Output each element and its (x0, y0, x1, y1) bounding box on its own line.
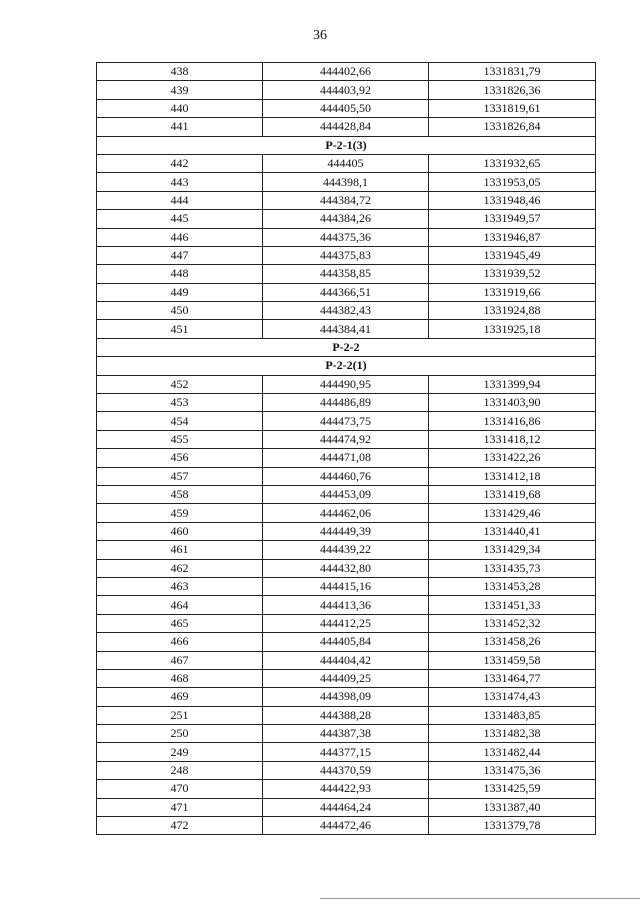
table-row (97, 246, 596, 264)
table-row (97, 99, 596, 117)
y-coordinate-cell: 1331403,90 (429, 394, 596, 412)
x-coordinate-cell: 444432,80 (263, 559, 429, 577)
table-row (97, 651, 596, 669)
table-row (97, 412, 596, 430)
y-coordinate-cell: 1331387,40 (429, 798, 596, 816)
x-coordinate-cell: 444377,15 (263, 743, 429, 761)
table-row (97, 283, 596, 301)
x-coordinate-cell: 444422,93 (263, 780, 429, 798)
point-number-cell: 469 (97, 688, 263, 706)
table-row (97, 191, 596, 209)
y-coordinate-cell: 1331453,28 (429, 577, 596, 595)
point-number-cell: 446 (97, 228, 263, 246)
y-coordinate-cell: 1331458,26 (429, 633, 596, 651)
y-coordinate-cell: 1331831,79 (429, 63, 596, 81)
y-coordinate-cell: 1331474,43 (429, 688, 596, 706)
section-header-row (97, 357, 596, 375)
table-row (97, 81, 596, 99)
x-coordinate-cell: 444472,46 (263, 817, 429, 835)
table-row (97, 265, 596, 283)
point-number-cell: 448 (97, 265, 263, 283)
point-number-cell: 449 (97, 283, 263, 301)
point-number-cell: 464 (97, 596, 263, 614)
coordinates-table-body (97, 63, 596, 835)
y-coordinate-cell: 1331452,32 (429, 614, 596, 632)
table-row (97, 817, 596, 835)
x-coordinate-cell: 444460,76 (263, 467, 429, 485)
table-row (97, 63, 596, 81)
y-coordinate-cell: 1331440,41 (429, 522, 596, 540)
y-coordinate-cell: 1331826,84 (429, 118, 596, 136)
section-label: Р-2-2 (97, 338, 596, 356)
section-header-row (97, 136, 596, 154)
table-row (97, 228, 596, 246)
table-row (97, 798, 596, 816)
x-coordinate-cell: 444382,43 (263, 302, 429, 320)
section-header-row (97, 338, 596, 356)
y-coordinate-cell: 1331399,94 (429, 375, 596, 393)
table-row (97, 669, 596, 687)
table-row (97, 485, 596, 503)
point-number-cell: 439 (97, 81, 263, 99)
y-coordinate-cell: 1331475,36 (429, 761, 596, 779)
x-coordinate-cell: 444453,09 (263, 485, 429, 503)
point-number-cell: 467 (97, 651, 263, 669)
y-coordinate-cell: 1331925,18 (429, 320, 596, 338)
table-row (97, 449, 596, 467)
section-label: Р-2-2(1) (97, 357, 596, 375)
table-row (97, 210, 596, 228)
point-number-cell: 455 (97, 430, 263, 448)
x-coordinate-cell: 444387,38 (263, 725, 429, 743)
point-number-cell: 466 (97, 633, 263, 651)
y-coordinate-cell: 1331953,05 (429, 173, 596, 191)
y-coordinate-cell: 1331939,52 (429, 265, 596, 283)
x-coordinate-cell: 444449,39 (263, 522, 429, 540)
point-number-cell: 451 (97, 320, 263, 338)
x-coordinate-cell: 444398,09 (263, 688, 429, 706)
x-coordinate-cell: 444471,08 (263, 449, 429, 467)
y-coordinate-cell: 1331924,88 (429, 302, 596, 320)
table-row (97, 541, 596, 559)
point-number-cell: 472 (97, 817, 263, 835)
y-coordinate-cell: 1331435,73 (429, 559, 596, 577)
point-number-cell: 442 (97, 154, 263, 172)
y-coordinate-cell: 1331483,85 (429, 706, 596, 724)
y-coordinate-cell: 1331948,46 (429, 191, 596, 209)
table-row (97, 173, 596, 191)
x-coordinate-cell: 444405 (263, 154, 429, 172)
table-row (97, 559, 596, 577)
section-label: Р-2-1(3) (97, 136, 596, 154)
table-row (97, 596, 596, 614)
point-number-cell: 447 (97, 246, 263, 264)
y-coordinate-cell: 1331919,66 (429, 283, 596, 301)
point-number-cell: 458 (97, 485, 263, 503)
point-number-cell: 456 (97, 449, 263, 467)
page-number: 36 (313, 28, 327, 43)
table-row (97, 154, 596, 172)
point-number-cell: 249 (97, 743, 263, 761)
table-row (97, 780, 596, 798)
x-coordinate-cell: 444384,72 (263, 191, 429, 209)
point-number-cell: 251 (97, 706, 263, 724)
point-number-cell: 471 (97, 798, 263, 816)
x-coordinate-cell: 444413,36 (263, 596, 429, 614)
x-coordinate-cell: 444412,25 (263, 614, 429, 632)
point-number-cell: 250 (97, 725, 263, 743)
x-coordinate-cell: 444398,1 (263, 173, 429, 191)
x-coordinate-cell: 444384,26 (263, 210, 429, 228)
x-coordinate-cell: 444486,89 (263, 394, 429, 412)
table-row (97, 725, 596, 743)
point-number-cell: 452 (97, 375, 263, 393)
y-coordinate-cell: 1331379,78 (429, 817, 596, 835)
x-coordinate-cell: 444415,16 (263, 577, 429, 595)
y-coordinate-cell: 1331932,65 (429, 154, 596, 172)
point-number-cell: 462 (97, 559, 263, 577)
point-number-cell: 468 (97, 669, 263, 687)
point-number-cell: 460 (97, 522, 263, 540)
point-number-cell: 463 (97, 577, 263, 595)
x-coordinate-cell: 444402,66 (263, 63, 429, 81)
table-row (97, 375, 596, 393)
table-row (97, 688, 596, 706)
point-number-cell: 465 (97, 614, 263, 632)
x-coordinate-cell: 444388,28 (263, 706, 429, 724)
y-coordinate-cell: 1331826,36 (429, 81, 596, 99)
y-coordinate-cell: 1331482,44 (429, 743, 596, 761)
x-coordinate-cell: 444405,84 (263, 633, 429, 651)
table-row (97, 577, 596, 595)
y-coordinate-cell: 1331946,87 (429, 228, 596, 246)
y-coordinate-cell: 1331422,26 (429, 449, 596, 467)
x-coordinate-cell: 444409,25 (263, 669, 429, 687)
x-coordinate-cell: 444490,95 (263, 375, 429, 393)
x-coordinate-cell: 444375,36 (263, 228, 429, 246)
point-number-cell: 248 (97, 761, 263, 779)
y-coordinate-cell: 1331429,46 (429, 504, 596, 522)
x-coordinate-cell: 444405,50 (263, 99, 429, 117)
x-coordinate-cell: 444404,42 (263, 651, 429, 669)
y-coordinate-cell: 1331419,68 (429, 485, 596, 503)
y-coordinate-cell: 1331451,33 (429, 596, 596, 614)
x-coordinate-cell: 444375,83 (263, 246, 429, 264)
point-number-cell: 443 (97, 173, 263, 191)
coordinates-table (96, 62, 596, 835)
table-row (97, 320, 596, 338)
x-coordinate-cell: 444464,24 (263, 798, 429, 816)
point-number-cell: 470 (97, 780, 263, 798)
point-number-cell: 459 (97, 504, 263, 522)
y-coordinate-cell: 1331412,18 (429, 467, 596, 485)
table-row (97, 467, 596, 485)
scan-edge-line (320, 898, 640, 899)
point-number-cell: 461 (97, 541, 263, 559)
x-coordinate-cell: 444428,84 (263, 118, 429, 136)
table-row (97, 302, 596, 320)
point-number-cell: 441 (97, 118, 263, 136)
x-coordinate-cell: 444370,59 (263, 761, 429, 779)
point-number-cell: 444 (97, 191, 263, 209)
x-coordinate-cell: 444384,41 (263, 320, 429, 338)
y-coordinate-cell: 1331416,86 (429, 412, 596, 430)
x-coordinate-cell: 444403,92 (263, 81, 429, 99)
table-row (97, 522, 596, 540)
point-number-cell: 438 (97, 63, 263, 81)
x-coordinate-cell: 444358,85 (263, 265, 429, 283)
y-coordinate-cell: 1331425,59 (429, 780, 596, 798)
point-number-cell: 445 (97, 210, 263, 228)
x-coordinate-cell: 444474,92 (263, 430, 429, 448)
y-coordinate-cell: 1331819,61 (429, 99, 596, 117)
y-coordinate-cell: 1331418,12 (429, 430, 596, 448)
x-coordinate-cell: 444366,51 (263, 283, 429, 301)
table-row (97, 633, 596, 651)
y-coordinate-cell: 1331945,49 (429, 246, 596, 264)
y-coordinate-cell: 1331949,57 (429, 210, 596, 228)
y-coordinate-cell: 1331482,38 (429, 725, 596, 743)
point-number-cell: 457 (97, 467, 263, 485)
table-row (97, 706, 596, 724)
y-coordinate-cell: 1331464,77 (429, 669, 596, 687)
y-coordinate-cell: 1331459,58 (429, 651, 596, 669)
y-coordinate-cell: 1331429,34 (429, 541, 596, 559)
point-number-cell: 440 (97, 99, 263, 117)
point-number-cell: 454 (97, 412, 263, 430)
table-row (97, 430, 596, 448)
table-row (97, 614, 596, 632)
point-number-cell: 450 (97, 302, 263, 320)
x-coordinate-cell: 444462,06 (263, 504, 429, 522)
table-row (97, 504, 596, 522)
table-row (97, 761, 596, 779)
table-row (97, 743, 596, 761)
point-number-cell: 453 (97, 394, 263, 412)
table-row (97, 118, 596, 136)
table-row (97, 394, 596, 412)
x-coordinate-cell: 444473,75 (263, 412, 429, 430)
x-coordinate-cell: 444439,22 (263, 541, 429, 559)
